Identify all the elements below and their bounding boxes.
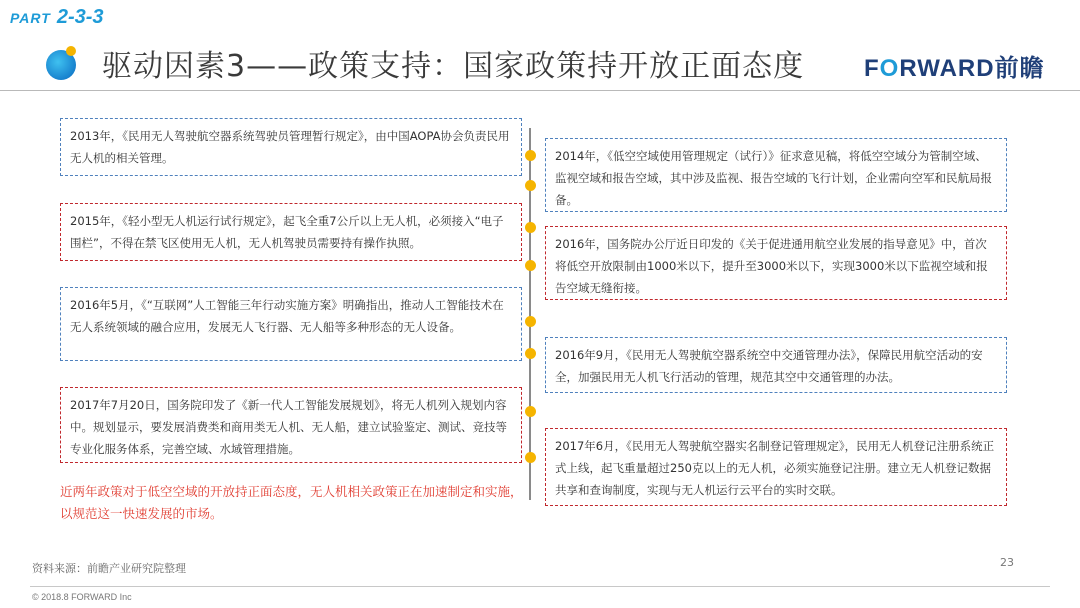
policy-box-2016: 2016年，国务院办公厅近日印发的《关于促进通用航空业发展的指导意见》中，首次将低空开放限制由1000米以下，提升至3000米以下，实现3000米以下监视空域和报告空域无缝衔接。 <box>545 226 1007 300</box>
policy-box-2017-06: 2017年6月，《民用无人驾驶航空器实名制登记管理规定》，民用无人机登记注册系统正式上线，起飞重量超过250克以上的无人机，必须实施登记注册。建立无人机登记数据共享和查询制度，实现与无人机运行云平台的实时交联。 <box>545 428 1007 506</box>
brand-o-mark: O <box>879 55 900 82</box>
footer-divider <box>30 586 1050 587</box>
policy-box-2013: 2013年，《民用无人驾驶航空器系统驾驶员管理暂行规定》，由中国AOPA协会负责民用无人机的相关管理。 <box>60 118 522 176</box>
brand-prefix: F <box>864 55 880 82</box>
page-number: 23 <box>1000 556 1014 569</box>
timeline-dot <box>525 222 536 233</box>
timeline-dot <box>525 348 536 359</box>
timeline-dot <box>525 406 536 417</box>
part-label <box>10 6 104 29</box>
part-number: 2-3-3 <box>56 6 104 28</box>
circle-logo-icon <box>44 44 78 82</box>
policy-box-2016-09: 2016年9月，《民用无人驾驶航空器系统空中交通管理办法》，保障民用航空活动的安全，加强民用无人机飞行活动的管理，规范其空中交通管理的办法。 <box>545 337 1007 393</box>
data-source: 资料来源：前瞻产业研究院整理 <box>32 562 186 575</box>
timeline-dot <box>525 150 536 161</box>
timeline-dot <box>525 260 536 271</box>
brand-rest: RWARD前瞻 <box>899 55 1045 82</box>
timeline-dot <box>525 180 536 191</box>
summary-note: 近两年政策对于低空空域的开放持正面态度，无人机相关政策正在加速制定和实施，以规范这一快速发展的市场。 <box>60 484 523 521</box>
part-word: PART <box>10 10 51 26</box>
policy-box-2014: 2014年，《低空空域使用管理规定（试行）》征求意见稿，将低空空域分为管制空域、监视空域和报告空域，其中涉及监视、报告空域的飞行计划，企业需向空军和民航局报备。 <box>545 138 1007 212</box>
policy-box-2015: 2015年，《轻小型无人机运行试行规定》，起飞全重7公斤以上无人机，必须接入“电子围栏”，不得在禁飞区使用无人机，无人机驾驶员需要持有操作执照。 <box>60 203 522 261</box>
copyright: © 2018.8 FORWARD Inc <box>32 592 132 602</box>
timeline-dot <box>525 452 536 463</box>
page-title: 驱动因素3——政策支持：国家政策持开放正面态度 <box>102 49 805 84</box>
policy-box-2017-07: 2017年7月20日，国务院印发了《新一代人工智能发展规划》，将无人机列入规划内容中。规划显示，要发展消费类和商用类无人机、无人船，建立试验鉴定、测试、竞技等专业化服务体系，完善空域、水域管理措施。 <box>60 387 522 463</box>
timeline-dot <box>525 316 536 327</box>
header-divider <box>0 90 1080 91</box>
policy-box-2016-05: 2016年5月，《“互联网”人工智能三年行动实施方案》明确指出，推动人工智能技术在无人系统领域的融合应用，发展无人飞行器、无人船等多种形态的无人设备。 <box>60 287 522 361</box>
brand-logo <box>864 48 1045 83</box>
